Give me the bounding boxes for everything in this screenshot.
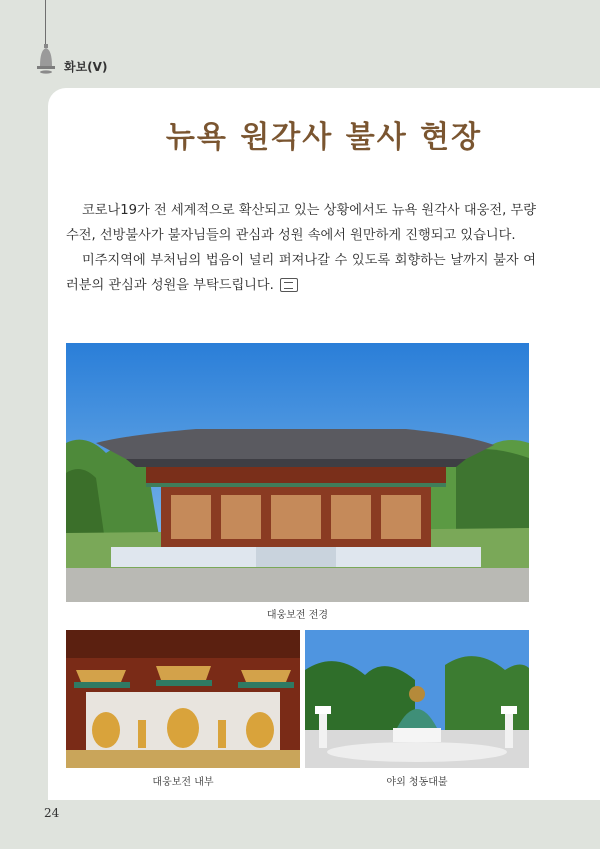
caption-main-hall-interior: 대웅보전 내부 <box>152 777 214 788</box>
bell-icon <box>36 44 56 74</box>
temple-exterior-illustration <box>66 343 529 602</box>
photo-main-hall-exterior <box>66 343 529 602</box>
bronze-buddha-illustration <box>305 630 529 768</box>
page-number: 24 <box>44 806 60 820</box>
bell-hanger-line <box>45 0 46 46</box>
paragraph: 미주지역에 부처님의 법음이 널리 퍼져나갈 수 있도록 회향하는 날까지 불자 여러분의 관심과 성원을 부탁드립니다. <box>66 253 536 293</box>
photo-outdoor-bronze-buddha <box>305 630 529 768</box>
temple-interior-illustration <box>66 630 300 768</box>
caption-outdoor-bronze-buddha: 야외 청동대불 <box>386 777 448 788</box>
section-label: 화보(Ⅴ) <box>64 60 108 74</box>
article-body <box>66 198 536 298</box>
paragraph: 코로나19가 전 세계적으로 확산되고 있는 상황에서도 뉴욕 원각사 대웅전, 무량수전, 선방불사가 불자님들의 관심과 성원 속에서 원만하게 진행되고 있습니다. <box>66 203 536 243</box>
caption-main-hall-exterior: 대웅보전 전경 <box>266 610 329 621</box>
photo-main-hall-interior <box>66 630 300 768</box>
signature-stamp-icon <box>280 278 298 292</box>
page-title: 뉴욕 원각사 불사 현장 <box>165 120 483 155</box>
